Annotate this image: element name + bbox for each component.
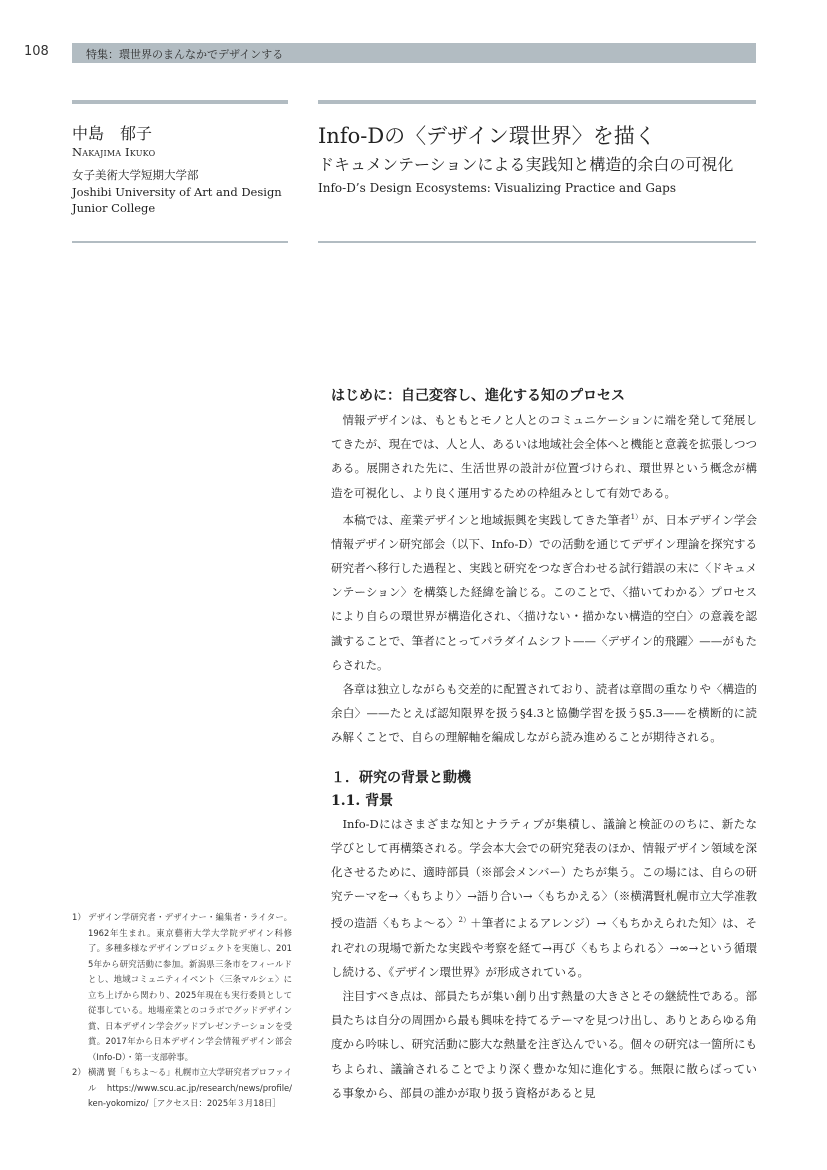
- intro-heading: はじめに：自己変容し、進化する知のプロセス: [331, 388, 625, 404]
- author-top-rule: [72, 100, 288, 104]
- article-title: Info-Dの〈デザイン環世界〉を描く: [318, 124, 656, 148]
- article-title-en: Info-D’s Design Ecosystems: Visualizing Practice and Gaps: [318, 181, 676, 195]
- section-gap: [331, 750, 757, 766]
- section-1-1-paragraph-1: [331, 812, 757, 984]
- author-name-jp: 中島 郁子: [72, 124, 153, 143]
- author-bottom-rule: [72, 241, 288, 243]
- footnote-2-text: 横溝 賢「もちよ～る」札幌市立大学研究者プロファイル https://www.scu.ac.jp/research/news/profile/ken-yokomizo/［アクセス日：2025年３月18日］: [88, 1067, 292, 1108]
- intro-paragraph-1: 情報デザインは、もともとモノと人とのコミュニケーションに端を発して発展してきたが、現在では、人と人、あるいは地域社会全体へと機能と意義を拡張しつつある。展開された先に、生活世界の設計が位置づけられ、環世界という概念が構造を可視化し、より良く運用するための枠組みとして有効である。: [331, 413, 757, 500]
- main-text-column: [331, 384, 757, 1105]
- intro-p2-text-b: が、日本デザイン学会情報デザイン研究部会（以下、Info-D）での活動を通じてデザイン理論を探究する研究者へ移行した過程と、実践と研究をつなぎ合わせる試行錯誤の末に〈ドキュメンテーション〉を構築した経緯を論じる。このことで、〈描いてわかる〉プロセスにより自らの環世界が構造化され、〈描けない・描かない構造的空白〉の意義を認識することで、筆者にとってパラダイムシフト——〈デザイン的飛躍〉——がもたらされた。: [331, 512, 757, 672]
- author-affiliation-jp: 女子美術大学短期大学部: [72, 168, 199, 182]
- article-subtitle: ドキュメンテーションによる実践知と構造的余白の可視化: [318, 155, 734, 174]
- section-1-1-paragraph-2: 注目すべき点は、部員たちが集い創り出す熱量の大きさとその継続性である。部員たちは自分の周囲から最も興味を持てるテーマを見つけ出し、ありとあらゆる角度から吟味し、研究活動に膨大な熱量を注ぎ込んでいる。個々の研究は一箇所にもちよられ、議論されることでより深く豊かな知に進化する。無限に散らばっている事象から、部員の誰かが取り扱う資格があると見: [331, 988, 757, 1100]
- banner-label: 特集：環世界のまんなかでデザインする: [86, 48, 284, 61]
- page-number: 108: [24, 44, 49, 59]
- intro-p2-text-a: 本稿では、産業デザインと地域振興を実践してきた筆者: [342, 512, 631, 527]
- footnote-2-number: 2）: [72, 1067, 86, 1077]
- intro-paragraph-3: 各章は独立しながらも交差的に配置されており、読者は章間の重なりや〈構造的余白〉——たとえば認知限界を扱う§4.3と協働学習を扱う§5.3——を横断的に読み解くことで、自らの理解軸を編成しながら読み進めることが期待される。: [331, 682, 757, 745]
- title-top-rule: [318, 100, 756, 104]
- section-1-heading: １．研究の背景と動機: [331, 769, 471, 786]
- author-affiliation-en: Joshibi University of Art and Design Junior College: [72, 185, 282, 215]
- footnote-1: [72, 910, 292, 1065]
- footnote-1-text: デザイン学研究者・デザイナー・編集者・ライター。1962年生まれ。東京藝術大学大学院デザイン科修了。多種多様なデザインプロジェクトを実施し、2015年から研究活動に参加。新潟県三条市をフィールドとし、地域コミュニティイベント〈三条マルシェ〉に立ち上げから関わり、2025年現在も実行委員として従事している。地場産業とのコラボでグッドデザイン賞、日本デザイン学会グッドプレゼンテーションを受賞。2017年から日本デザイン学会情報デザイン部会（Info-D）・第一支部幹事。: [88, 912, 292, 1062]
- s11-p1-text-a: Info-Dにはさまざまな知とナラティブが集積し、議論と検証ののちに、新たな学びとして再構築される。学会本大会での研究発表のほか、情報デザイン領域を深化させるために、適時部員（※部会メンバー）たちが集う。この場には、自らの研究テーマを→〈もちより〉→語り合い→〈もちかえる〉（※横溝賢札幌市立大学准教授の造語〈もちよ～る〉: [331, 816, 757, 931]
- author-name-en: Nakajima Ikuko: [72, 145, 156, 159]
- title-bottom-rule: [318, 241, 756, 243]
- s11-p1-text-b: ＋筆者によるアレンジ）→〈もちかえられた知〉は、それぞれの現場で新たな実践や考察を経て→再び〈もちよられる〉→∞→という循環し続ける、《デザイン環世界》が形成されている。: [331, 916, 757, 979]
- section-1-1-heading: 1.1. 背景: [331, 792, 394, 809]
- footnote-ref-2: 2）: [458, 916, 471, 925]
- section-banner: [72, 43, 756, 63]
- intro-paragraph-2: [331, 505, 757, 677]
- footnote-ref-1: 1）: [630, 512, 643, 521]
- footnotes: [72, 910, 292, 1112]
- footnote-2: [72, 1065, 292, 1112]
- footnote-1-number: 1）: [72, 912, 86, 922]
